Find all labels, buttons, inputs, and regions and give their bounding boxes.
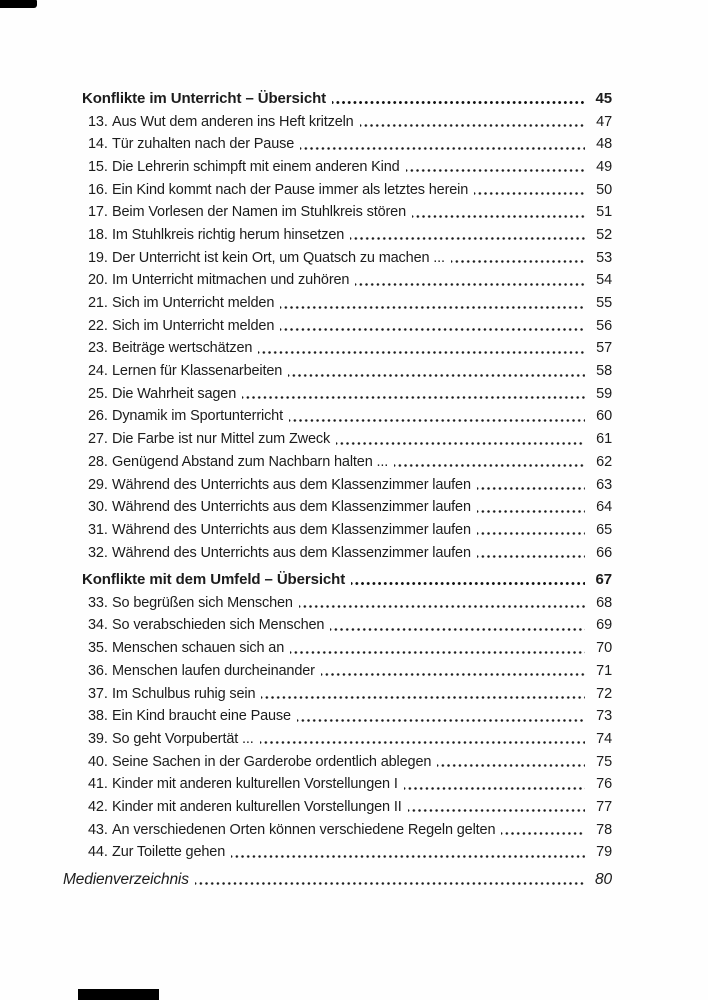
dot-leader	[195, 868, 585, 891]
entry-title: Während des Unterrichts aus dem Klassenzimmer laufen	[112, 499, 471, 516]
dot-leader	[451, 247, 585, 270]
entry-number: 21.	[88, 295, 108, 311]
entry-title: So begrüßen sich Menschen	[112, 594, 293, 611]
entry-page-number: 78	[596, 821, 612, 838]
toc-entry	[88, 315, 612, 338]
dot-leader	[406, 156, 585, 179]
entry-page-number: 77	[596, 798, 612, 815]
entry-page-number: 49	[596, 158, 612, 175]
entry-number: 41.	[88, 776, 108, 793]
entry-number: 33.	[88, 594, 108, 611]
entry-page-number: 50	[596, 181, 612, 198]
toc-entry	[88, 292, 612, 315]
section-page-number: 67	[595, 571, 612, 589]
toc-footer-entry	[63, 868, 612, 891]
dot-leader	[350, 224, 585, 247]
entry-number: 28.	[88, 453, 108, 470]
entry-number: 44.	[88, 844, 108, 861]
toc-entry	[88, 592, 612, 615]
entry-number: 30.	[88, 499, 108, 516]
entry-number: 38.	[88, 708, 108, 725]
dot-leader	[330, 614, 585, 637]
entry-number: 27.	[88, 431, 108, 448]
entry-number: 20.	[88, 272, 108, 289]
entry-number: 23.	[88, 340, 108, 357]
toc-entry	[88, 796, 612, 819]
dot-leader	[355, 269, 585, 292]
entry-page-number: 79	[596, 844, 612, 861]
dot-leader	[280, 292, 585, 315]
toc-entry	[88, 637, 612, 660]
toc-entry	[88, 773, 612, 796]
dot-leader	[408, 796, 585, 819]
toc-entry	[88, 179, 612, 202]
entry-page-number: 64	[596, 499, 612, 516]
entry-page-number: 62	[596, 453, 612, 470]
toc-section	[63, 568, 612, 864]
toc-entry	[88, 428, 612, 451]
scan-artifact-top-left	[0, 0, 37, 8]
entry-page-number: 58	[596, 363, 612, 380]
entry-title: Im Stuhlkreis richtig herum hinsetzen	[112, 226, 345, 243]
toc-entry	[88, 224, 612, 247]
entry-title: Während des Unterrichts aus dem Klassenzimmer laufen	[112, 521, 471, 538]
dot-leader	[332, 87, 585, 111]
toc-entry	[88, 156, 612, 179]
dot-leader	[299, 592, 585, 615]
entry-title: Seine Sachen in der Garderobe ordentlich ablegen	[112, 753, 432, 770]
toc-entry	[88, 383, 612, 406]
toc-section-heading	[82, 87, 612, 111]
entry-title: Zur Toilette gehen	[112, 844, 226, 861]
entry-title: Die Wahrheit sagen	[112, 385, 237, 402]
toc-entry	[88, 660, 612, 683]
entry-number: 34.	[88, 617, 108, 634]
toc-entry	[88, 269, 612, 292]
entry-page-number: 47	[596, 113, 612, 130]
entry-number: 22.	[88, 317, 108, 334]
entry-page-number: 55	[596, 295, 612, 311]
toc-entry	[88, 683, 612, 706]
entry-number: 13.	[88, 113, 108, 130]
entry-title: Menschen laufen durcheinander	[112, 662, 315, 679]
toc-entry	[88, 614, 612, 637]
entry-number: 16.	[88, 181, 108, 198]
toc-entry	[88, 111, 612, 134]
entry-number: 26.	[88, 408, 108, 425]
entry-title: Während des Unterrichts aus dem Klassenzimmer laufen	[112, 544, 471, 561]
entry-title: Im Unterricht mitmachen und zuhören	[112, 272, 350, 289]
toc-section	[63, 87, 612, 564]
entry-title: Kinder mit anderen kulturellen Vorstellungen II	[112, 798, 402, 815]
dot-leader	[288, 360, 585, 383]
entry-page-number: 69	[596, 617, 612, 634]
section-page-number: 45	[595, 90, 612, 107]
dot-leader	[258, 337, 585, 360]
dot-leader	[260, 728, 585, 751]
dot-leader	[289, 405, 585, 428]
entry-number: 43.	[88, 821, 108, 838]
dot-leader	[477, 474, 585, 497]
dot-leader	[242, 383, 585, 406]
dot-leader	[404, 773, 585, 796]
entry-title: Kinder mit anderen kulturellen Vorstellungen I	[112, 776, 398, 793]
dot-leader	[336, 428, 585, 451]
entry-title: Genügend Abstand zum Nachbarn halten ...	[112, 453, 389, 470]
entry-number: 39.	[88, 730, 108, 747]
entry-page-number: 71	[596, 662, 612, 679]
entry-title: Dynamik im Sportunterricht	[112, 408, 283, 425]
entry-page-number: 76	[596, 776, 612, 793]
entry-number: 17.	[88, 204, 108, 221]
toc-sections	[63, 87, 612, 864]
entry-number: 35.	[88, 640, 108, 657]
entry-title: An verschiedenen Orten können verschiedene Regeln gelten	[112, 821, 496, 838]
entry-title: Menschen schauen sich an	[112, 640, 285, 657]
toc-entry	[88, 705, 612, 728]
toc-entry	[88, 247, 612, 270]
dot-leader	[394, 451, 585, 474]
toc-entry	[88, 841, 612, 864]
entry-page-number: 73	[596, 708, 612, 725]
toc-entry	[88, 519, 612, 542]
entry-number: 40.	[88, 753, 108, 770]
dot-leader	[474, 179, 585, 202]
entry-page-number: 53	[596, 249, 612, 266]
entry-page-number: 72	[596, 685, 612, 702]
entry-page-number: 54	[596, 272, 612, 289]
entry-number: 32.	[88, 544, 108, 561]
toc-entry	[88, 337, 612, 360]
entry-page-number: 61	[596, 431, 612, 448]
dot-leader	[437, 751, 585, 774]
entry-page-number: 66	[596, 544, 612, 561]
entry-page-number: 51	[596, 204, 612, 221]
toc-entry	[88, 405, 612, 428]
footer-page-number: 80	[595, 871, 612, 888]
toc-entry	[88, 819, 612, 842]
footer-title: Medienverzeichnis	[63, 871, 189, 888]
entry-page-number: 70	[596, 640, 612, 657]
entry-title: Während des Unterrichts aus dem Klassenzimmer laufen	[112, 476, 471, 493]
entry-title: Aus Wut dem anderen ins Heft kritzeln	[112, 113, 354, 130]
entry-page-number: 63	[596, 476, 612, 493]
entry-page-number: 48	[596, 136, 612, 153]
toc-entry	[88, 451, 612, 474]
scan-artifact-bottom-left	[78, 989, 159, 1000]
toc-section-heading	[82, 568, 612, 592]
toc-entry	[88, 360, 612, 383]
entry-number: 19.	[88, 249, 108, 266]
dot-leader	[360, 111, 585, 134]
entry-page-number: 75	[596, 753, 612, 770]
toc-entry	[88, 751, 612, 774]
dot-leader	[321, 660, 585, 683]
entry-number: 37.	[88, 685, 108, 702]
dot-leader	[477, 542, 585, 565]
toc-entry	[88, 133, 612, 156]
entry-number: 14.	[88, 136, 108, 153]
entry-number: 15.	[88, 158, 108, 175]
entry-number: 31.	[88, 521, 108, 538]
toc-entry	[88, 496, 612, 519]
dot-leader	[300, 133, 585, 156]
entry-page-number: 60	[596, 408, 612, 425]
entry-title: Lernen für Klassenarbeiten	[112, 363, 283, 380]
section-heading-text: Konflikte im Unterricht – Übersicht	[82, 90, 327, 107]
entry-page-number: 74	[596, 730, 612, 747]
entry-title: Ein Kind braucht eine Pause	[112, 708, 291, 725]
entry-title: Beiträge wertschätzen	[112, 340, 253, 357]
entry-number: 25.	[88, 385, 108, 402]
entry-page-number: 68	[596, 594, 612, 611]
entry-number: 18.	[88, 226, 108, 243]
dot-leader	[477, 519, 585, 542]
entry-title: So geht Vorpubertät ...	[112, 730, 254, 747]
toc-entry	[88, 542, 612, 565]
dot-leader	[297, 705, 585, 728]
entry-title: Der Unterricht ist kein Ort, um Quatsch zu machen ...	[112, 249, 445, 266]
entry-number: 24.	[88, 363, 108, 380]
toc-entry	[88, 201, 612, 224]
entry-page-number: 57	[596, 340, 612, 357]
entry-title: So verabschieden sich Menschen	[112, 617, 325, 634]
section-heading-text: Konflikte mit dem Umfeld – Übersicht	[82, 571, 346, 589]
entry-title: Tür zuhalten nach der Pause	[112, 136, 295, 153]
dot-leader	[412, 201, 585, 224]
dot-leader	[501, 819, 585, 842]
toc-entry	[88, 728, 612, 751]
entry-title: Die Farbe ist nur Mittel zum Zweck	[112, 431, 331, 448]
dot-leader	[477, 496, 585, 519]
dot-leader	[351, 568, 585, 592]
entry-page-number: 65	[596, 521, 612, 538]
entry-title: Sich im Unterricht melden	[112, 317, 275, 334]
dot-leader	[290, 637, 585, 660]
entry-title: Die Lehrerin schimpft mit einem anderen Kind	[112, 158, 400, 175]
toc-entry	[88, 474, 612, 497]
entry-page-number: 56	[596, 317, 612, 334]
dot-leader	[231, 841, 585, 864]
entry-number: 29.	[88, 476, 108, 493]
entry-page-number: 59	[596, 385, 612, 402]
entry-title: Beim Vorlesen der Namen im Stuhlkreis stören	[112, 204, 406, 221]
entry-number: 36.	[88, 662, 108, 679]
entry-title: Ein Kind kommt nach der Pause immer als letztes herein	[112, 181, 469, 198]
entry-number: 42.	[88, 798, 108, 815]
dot-leader	[280, 315, 585, 338]
entry-page-number: 52	[596, 226, 612, 243]
entry-title: Im Schulbus ruhig sein	[112, 685, 256, 702]
entry-title: Sich im Unterricht melden	[112, 295, 275, 311]
dot-leader	[261, 683, 585, 706]
